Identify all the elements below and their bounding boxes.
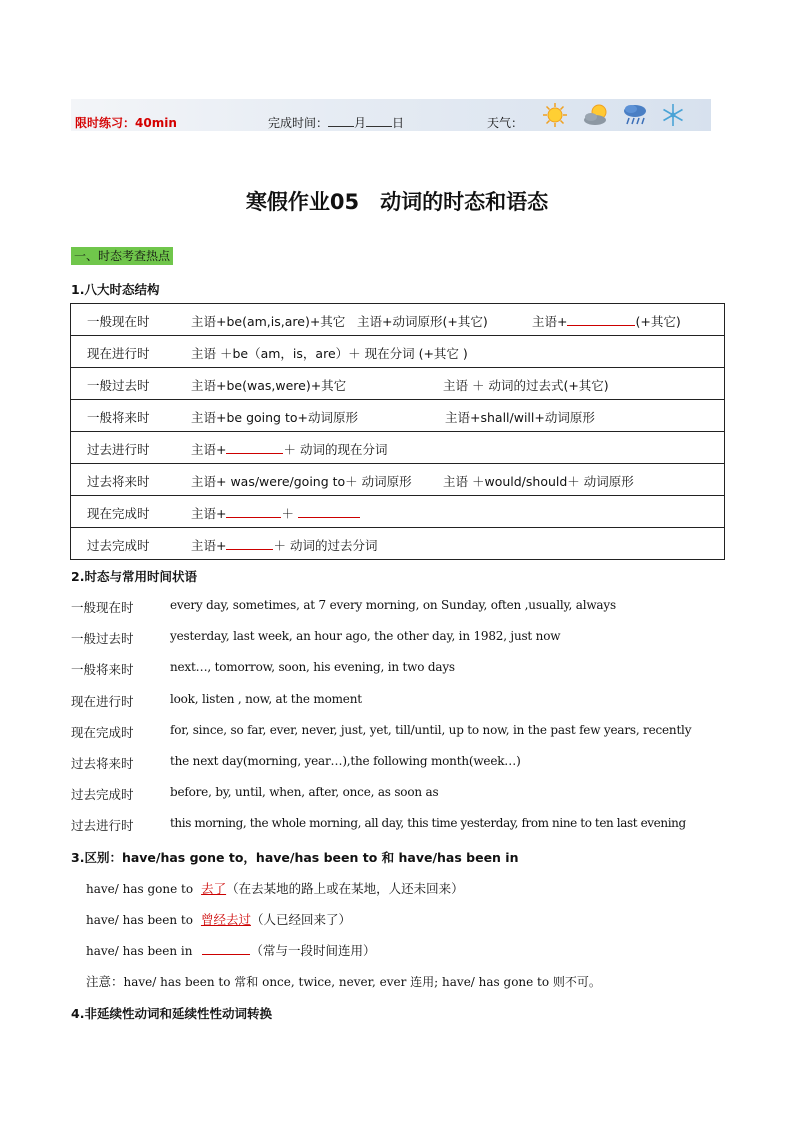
time-adverbials: every day, sometimes, at 7 every morning, on Sunday, often ,usually, always [170,598,616,612]
table-row [71,528,725,560]
structure-a [191,440,387,458]
answer: 去了 [201,881,227,896]
part3-heading: 3.区别：have/has gone to，have/has been to 和 have/has been in [71,850,519,865]
list-item [86,879,464,897]
structure-a: 主语+be(was,were)+其它 [191,378,347,393]
structure-c [532,312,681,330]
time-adverbials: for, since, so far, ever, never, just, yet, till/until, up to now, in the past few years, recently [170,723,692,737]
table-row [71,496,725,528]
answer: 曾经去过 [200,912,251,927]
tense-name: 过去完成时 [87,538,150,553]
tense-name: 过去进行时 [71,818,134,833]
time-adverbials: yesterday, last week, an hour ago, the other day, in 1982, just now [170,629,561,643]
table-row [71,464,725,496]
phrase: have/ has been to [86,913,193,927]
sunny-icon [542,102,568,128]
structure-a: 主语 ＋be（am，is，are）＋ 现在分词 (+其它 ) [191,346,468,361]
structure-a: 主语+be(am,is,are)+其它 [191,314,346,329]
tense-name: 一般现在时 [71,600,134,615]
structure-a: 主语+ was/were/going to＋ 动词原形 [191,474,412,489]
tense-name: 现在完成时 [71,725,134,740]
explanation: （人已经回来了） [250,912,351,927]
structure-b: 主语+shall/will+动词原形 [445,410,595,425]
answer-blank[interactable] [567,313,635,326]
day-blank[interactable] [366,126,392,127]
tense-name: 一般将来时 [87,410,150,425]
structure-a-pre: 主语+ [191,442,227,457]
phrase: have/ has gone to [86,882,194,896]
tense-name: 现在进行时 [87,346,150,361]
structure-c-pre: 主语+ [532,314,568,329]
tense-name: 现在进行时 [71,694,134,709]
tense-name: 过去将来时 [71,756,134,771]
time-adverbials: the next day(morning, year…),the following month(week…) [170,754,521,768]
tense-name: 一般过去时 [71,631,134,646]
structure-a: 主语+be going to+动词原形 [191,410,358,425]
structure-a-post: ＋ 动词的过去分词 [273,538,378,553]
rain-icon [622,102,648,128]
table-row [71,400,725,432]
explanation: （常与一段时间连用） [250,943,376,958]
tense-name: 过去完成时 [71,787,134,802]
answer-blank[interactable] [226,441,283,454]
answer-blank[interactable] [202,942,250,955]
time-adverbials: next…, tomorrow, soon, his evening, in two days [170,660,455,674]
tense-name: 一般过去时 [87,378,150,393]
day-label: 日 [392,116,405,130]
list-item [86,910,351,928]
table-row [71,368,725,400]
answer-blank[interactable] [226,505,281,518]
structure-c-post: (+其它) [635,314,681,329]
answer-blank[interactable] [226,537,273,550]
table-row [71,336,725,368]
structure-a [191,536,377,554]
structure-a-mid: ＋ [281,506,294,521]
table-row [71,432,725,464]
partly-cloudy-icon [582,102,612,128]
structure-a-pre: 主语+ [191,506,227,521]
explanation: （在去某地的路上或在某地，人还未回来） [226,881,464,896]
structure-b: 主语 ＋ 动词的过去式(+其它) [443,378,609,393]
phrase: have/ has been in [86,944,193,958]
table-row [71,304,725,336]
month-label: 月 [354,116,367,130]
snow-icon [660,102,686,128]
completion-label: 完成时间： [268,116,329,130]
tense-name: 一般将来时 [71,662,134,677]
structure-a-post: ＋ 动词的现在分词 [283,442,388,457]
note-text: have/ has been to 常和 once, twice, never, ever 连用; have/ has gone to 则不可。 [123,975,601,989]
time-adverbials: this morning, the whole morning, all day, this time yesterday, from nine to ten last evening [170,816,686,830]
part1-heading: 1.八大时态结构 [71,282,160,297]
completion-time [268,114,404,131]
structure-a [191,504,360,522]
part2-heading: 2.时态与常用时间状语 [71,569,197,584]
time-adverbials: before, by, until, when, after, once, as soon as [170,785,439,799]
weather-label: 天气： [487,116,524,130]
section-heading: 一、时态考查热点 [71,247,173,265]
structure-b: 主语+动词原形(+其它) [357,314,488,329]
note [86,972,601,990]
list-item [86,941,375,959]
tense-name: 一般现在时 [87,314,150,329]
answer-blank[interactable] [298,505,360,518]
tense-name: 现在完成时 [87,506,150,521]
month-blank[interactable] [328,126,354,127]
part4-heading: 4.非延续性动词和延续性性动词转换 [71,1006,272,1021]
note-label: 注意： [86,974,124,989]
tense-structure-table [70,303,725,560]
tense-name: 过去进行时 [87,442,150,457]
tense-name: 过去将来时 [87,474,150,489]
time-limit: 限时练习：40min [75,116,177,130]
structure-a-pre: 主语+ [191,538,227,553]
page-title: 寒假作业05 动词的时态和语态 [245,190,549,214]
time-adverbials: look, listen , now, at the moment [170,692,362,706]
structure-b: 主语 ＋would/should＋ 动词原形 [443,474,634,489]
